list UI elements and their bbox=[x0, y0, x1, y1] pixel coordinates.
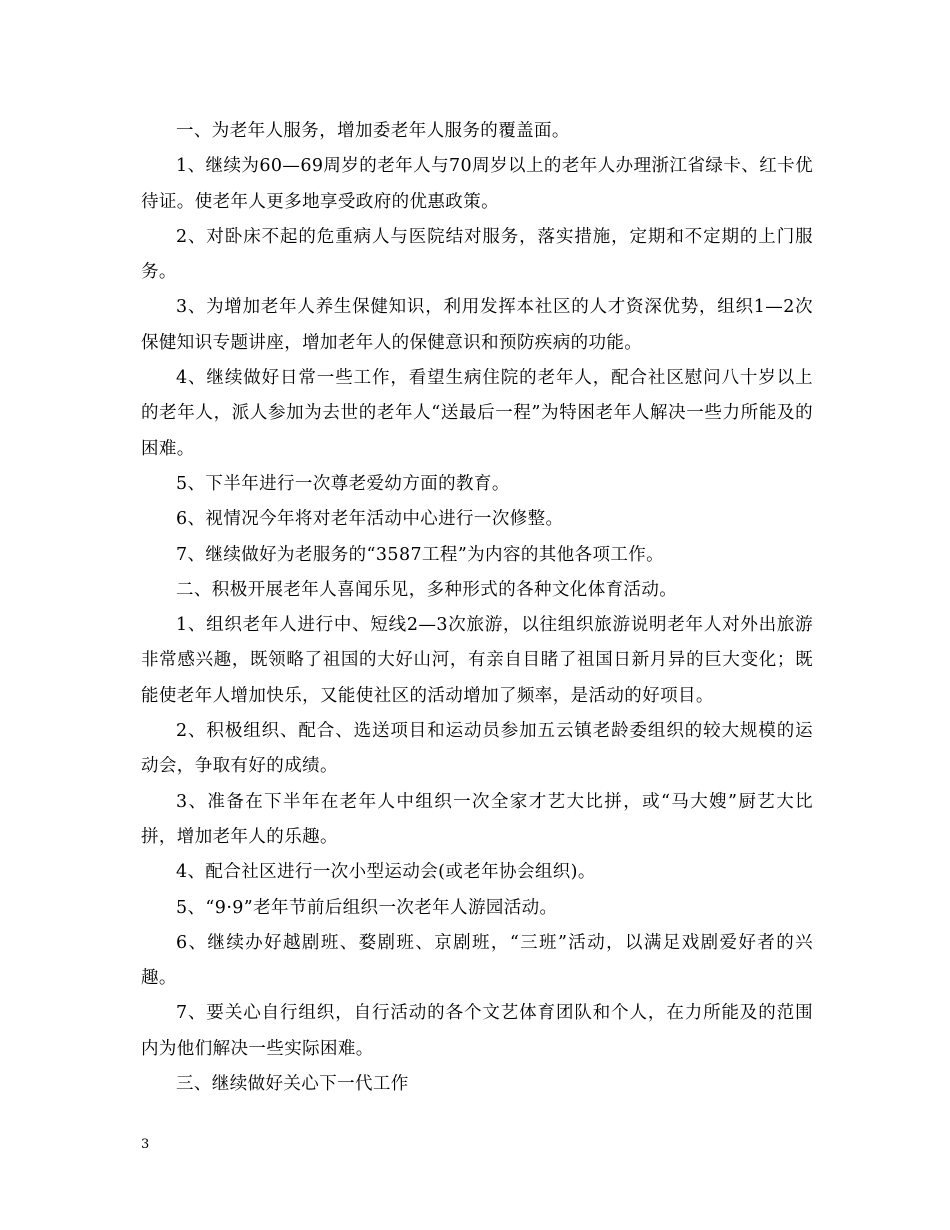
paragraph: 6、视情况今年将对老年活动中心进行一次修整。 bbox=[176, 509, 564, 530]
paragraph: 1、组织老年人进行中、短线2—3次旅游，以往组织旅游说明老年人对外出旅游非常感兴趣，既领略了祖国的大好山河，有亲自目睹了祖国日新月异的巨大变化；既能使老年人增加快乐，又能使社区的活动增加了频率，是活动的好项目。 bbox=[141, 615, 813, 706]
section-heading-1: 一、为老年人服务，增加委老年人服务的覆盖面。 bbox=[176, 121, 570, 141]
paragraph: 6、继续办好越剧班、婺剧班、京剧班，“三班”活动，以满足戏剧爱好者的兴趣。 bbox=[141, 932, 813, 989]
paragraph: 2、对卧床不起的危重病人与医院结对服务，落实措施，定期和不定期的上门服务。 bbox=[141, 226, 813, 283]
section-heading-3: 三、继续做好关心下一代工作 bbox=[176, 1074, 409, 1095]
paragraph: 4、继续做好日常一些工作，看望生病住院的老年人，配合社区慰问八十岁以上的老年人，派人参加为去世的老年人“送最后一程”为特困老年人解决一些力所能及的困难。 bbox=[141, 368, 813, 459]
paragraph: 4、配合社区进行一次小型运动会(或老年协会组织)。 bbox=[176, 862, 596, 883]
paragraph: 3、准备在下半年在老年人中组织一次全家才艺大比拼，或“马大嫂”厨艺大比拼，增加老年人的乐趣。 bbox=[141, 791, 813, 847]
document-body bbox=[141, 114, 813, 1102]
paragraph: 5、“9·9”老年节前后组织一次老年人游园活动。 bbox=[176, 897, 558, 918]
paragraph: 5、下半年进行一次尊老爱幼方面的教育。 bbox=[176, 473, 510, 494]
page-number: 3 bbox=[141, 1137, 150, 1152]
paragraph: 7、要关心自行组织，自行活动的各个文艺体育团队和个人，在力所能及的范围内为他们解决一些实际困难。 bbox=[141, 1003, 813, 1059]
paragraph: 1、继续为60—69周岁的老年人与70周岁以上的老年人办理浙江省绿卡、红卡优待证。使老年人更多地享受政府的优惠政策。 bbox=[141, 156, 813, 212]
paragraph: 2、积极组织、配合、选送项目和运动员参加五云镇老龄委组织的较大规模的运动会，争取有好的成绩。 bbox=[141, 721, 813, 777]
section-heading-2: 二、积极开展老年人喜闻乐见，多种形式的各种文化体育活动。 bbox=[176, 579, 678, 600]
paragraph: 7、继续做好为老服务的“3587工程”为内容的其他各项工作。 bbox=[176, 544, 665, 565]
paragraph: 3、为增加老年人养生保健知识，利用发挥本社区的人才资深优势，组织1—2次保健知识专题讲座，增加老年人的保健意识和预防疾病的功能。 bbox=[141, 297, 813, 353]
